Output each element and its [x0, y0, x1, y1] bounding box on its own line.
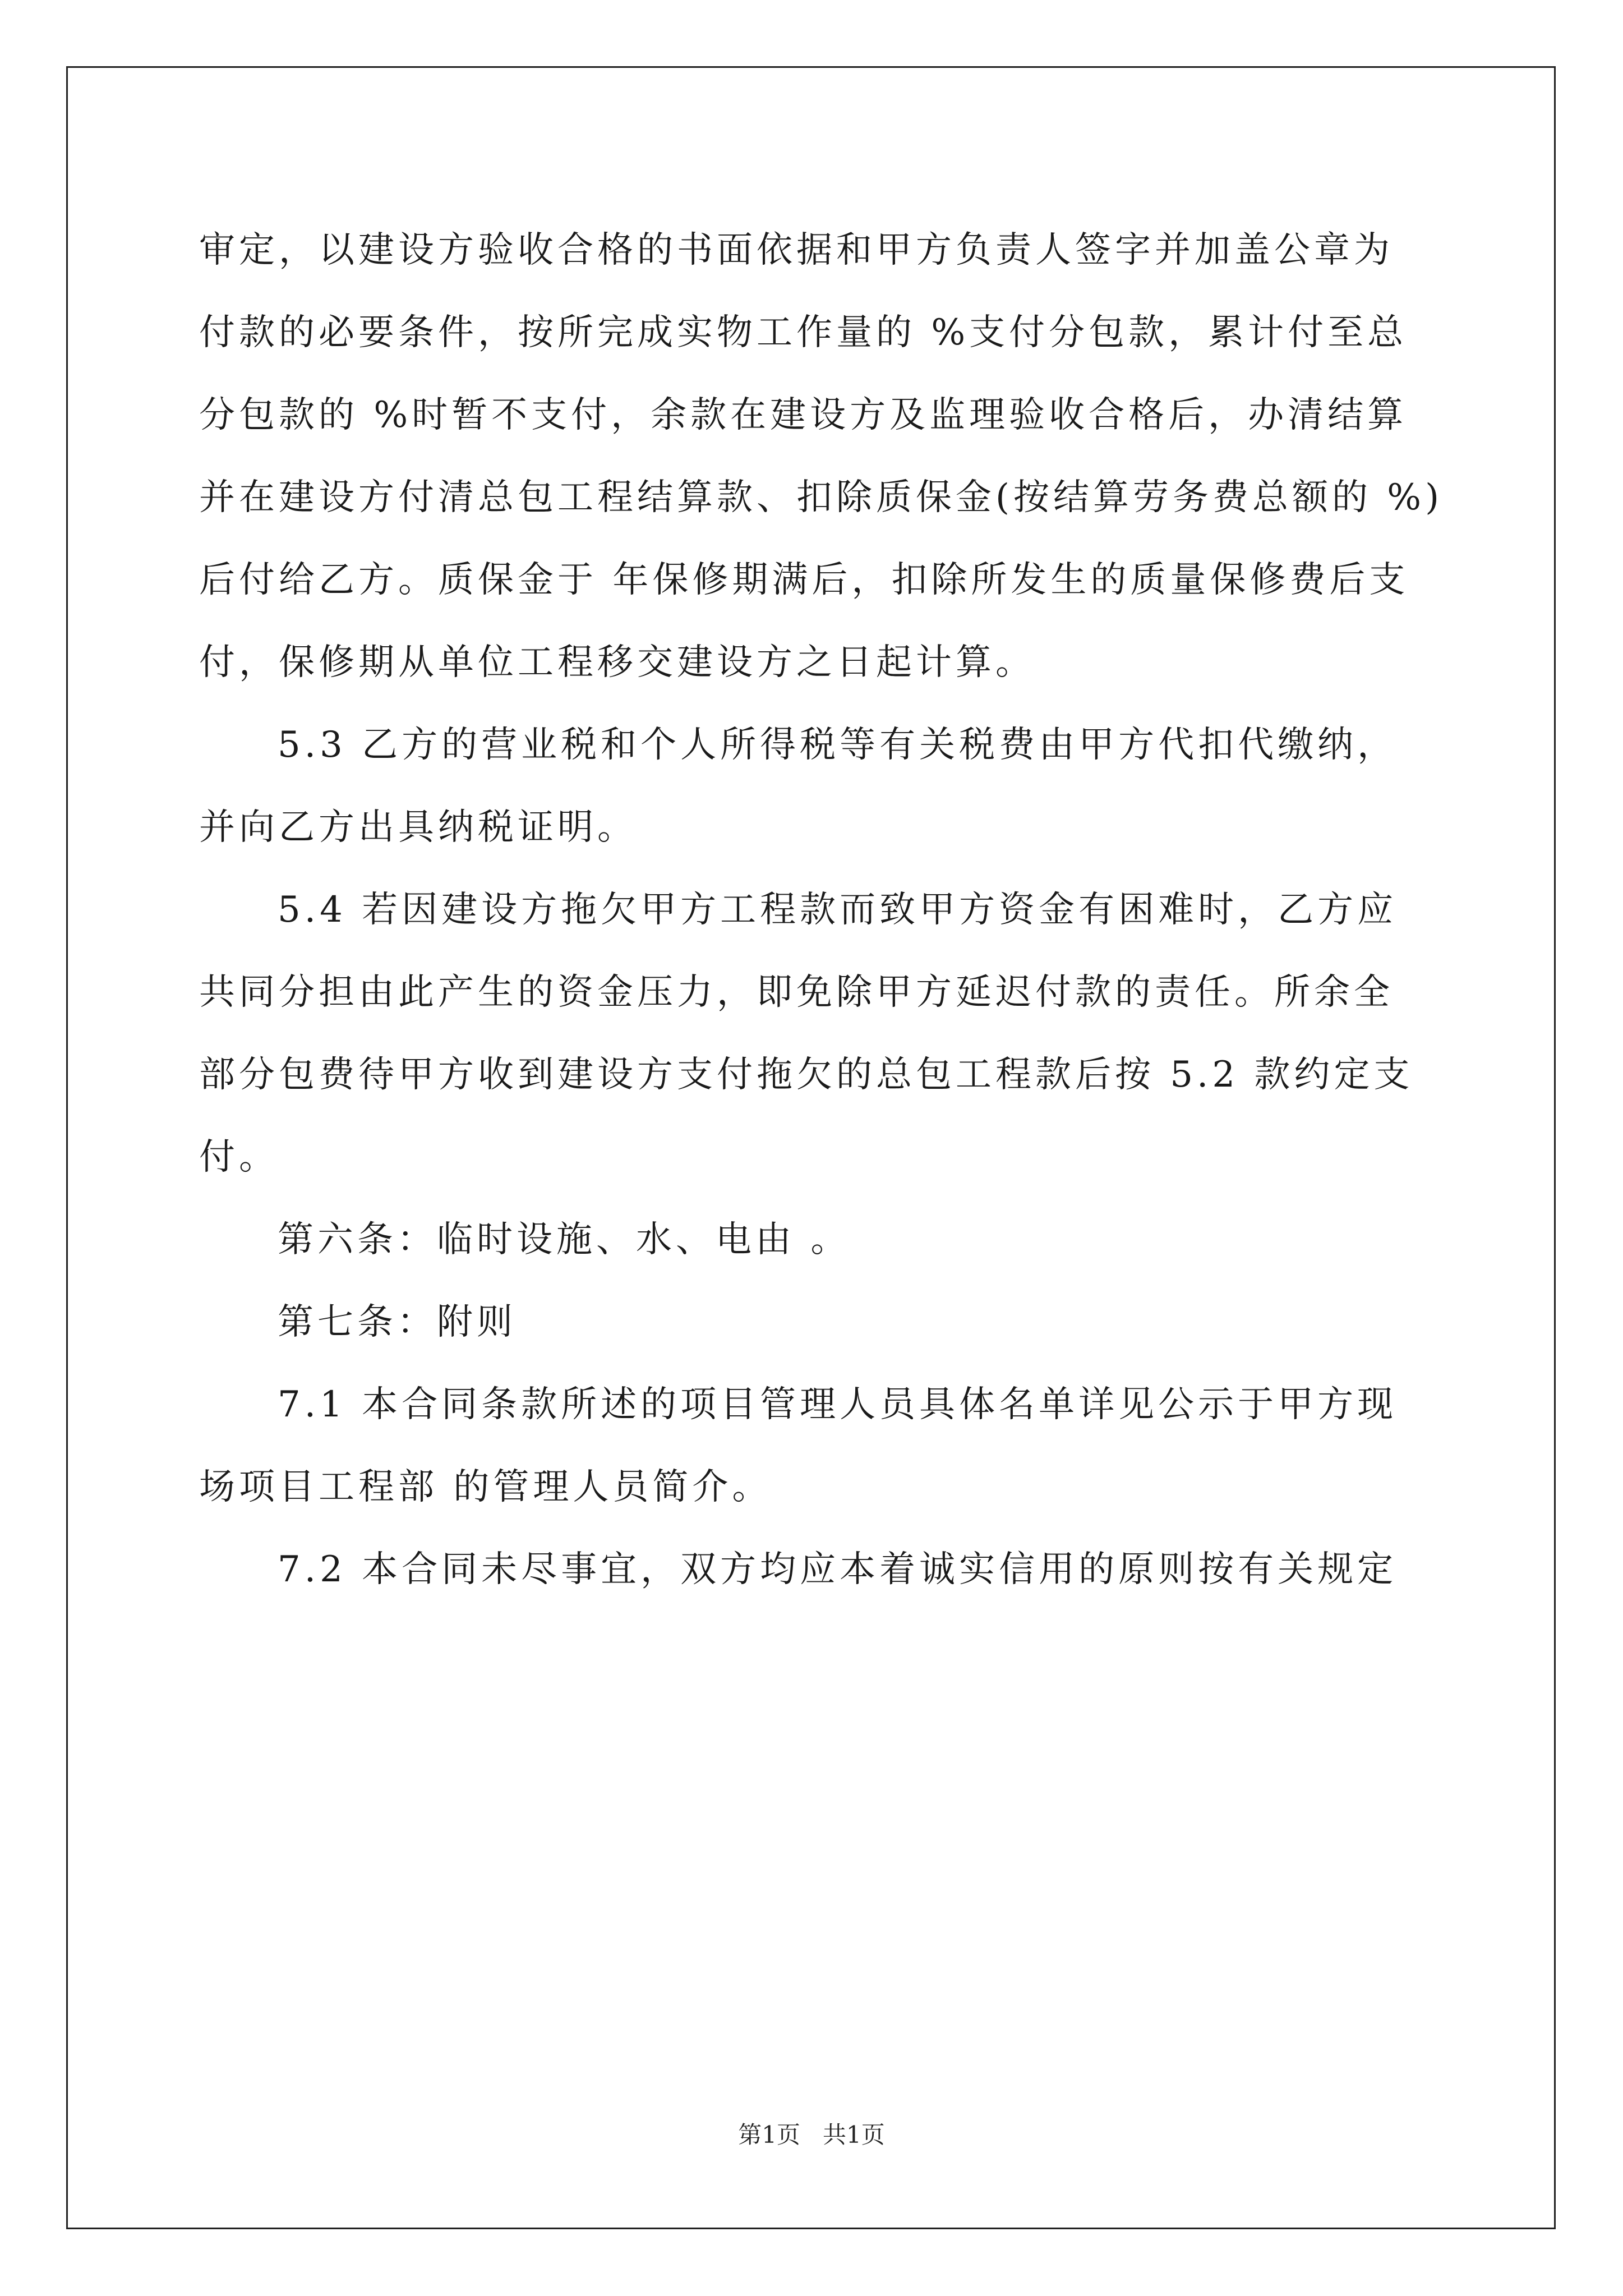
paragraph-line: 后付给乙方。质保金于 年保修期满后，扣除所发生的质量保修费后支 [199, 559, 1409, 601]
paragraph-line: 分包款的 %时暂不支付，余款在建设方及监理验收合格后，办清结算 [199, 394, 1408, 436]
paragraph-line: 共同分担由此产生的资金压力，即免除甲方延迟付款的责任。所余全 [199, 972, 1394, 1013]
paragraph-line: 场项目工程部 的管理人员简介。 [199, 1466, 772, 1508]
paragraph-line: 并向乙方出具纳税证明。 [199, 807, 637, 848]
paragraph-line: 付，保修期从单位工程移交建设方之日起计算。 [199, 642, 1035, 683]
paragraph-line: 部分包费待甲方收到建设方支付拖欠的总包工程款后按 5.2 款约定支 [199, 1054, 1414, 1096]
section-heading: 第六条：临时设施、水、电由 。 [278, 1219, 851, 1260]
section-heading: 第七条：附则 [278, 1301, 517, 1343]
page-footer: 第1页 共1页 [738, 2121, 885, 2148]
paragraph-line: 7.2 本合同未尽事宜，双方均应本着诚实信用的原则按有关规定 [278, 1549, 1398, 1590]
paragraph-line: 付款的必要条件，按所完成实物工作量的 %支付分包款，累计付至总 [199, 312, 1408, 353]
paragraph-line: 5.4 若因建设方拖欠甲方工程款而致甲方资金有困难时，乙方应 [278, 889, 1398, 931]
paragraph-line: 审定，以建设方验收合格的书面依据和甲方负责人签字并加盖公章为 [199, 229, 1394, 271]
paragraph-line: 付。 [199, 1137, 279, 1178]
page-border [66, 66, 1556, 2229]
paragraph-line: 5.3 乙方的营业税和个人所得税等有关税费由甲方代扣代缴纳， [278, 724, 1398, 766]
paragraph-line: 并在建设方付清总包工程结算款、扣除质保金(按结算劳务费总额的 %) [199, 477, 1444, 518]
paragraph-line: 7.1 本合同条款所述的项目管理人员具体名单详见公示于甲方现 [278, 1384, 1398, 1425]
